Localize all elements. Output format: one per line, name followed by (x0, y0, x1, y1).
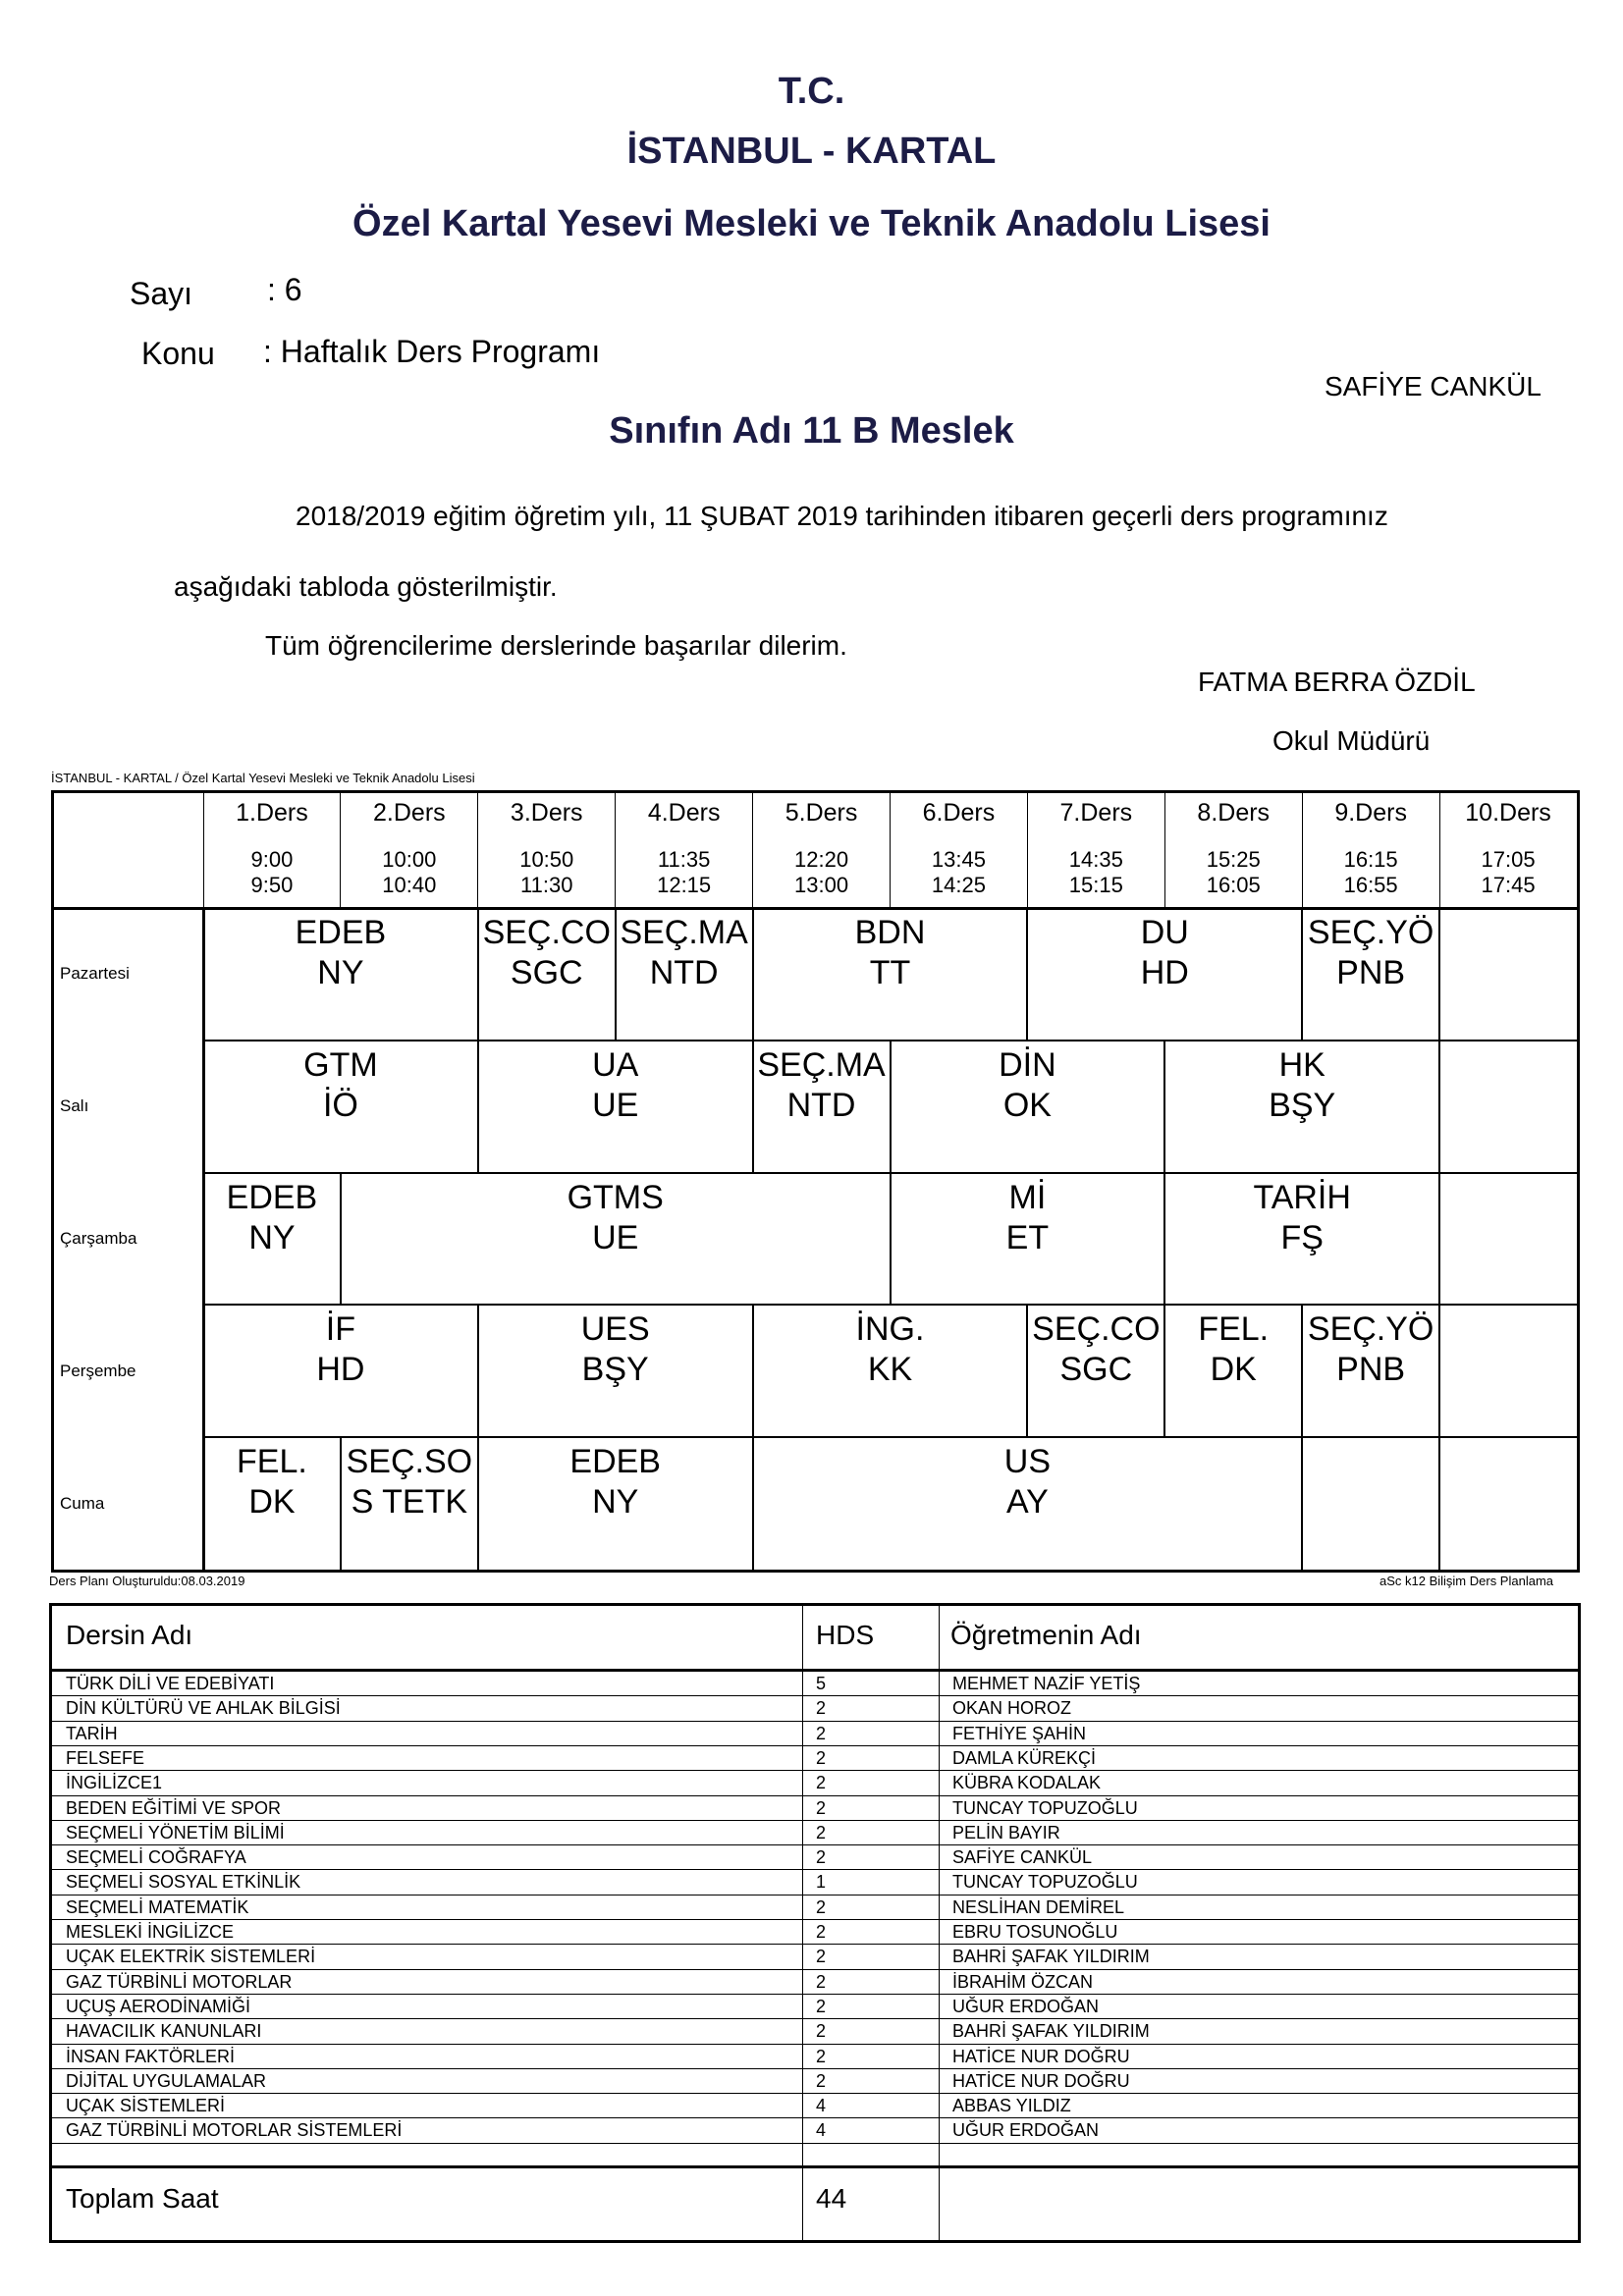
principal-name: FATMA BERRA ÖZDİL (1198, 667, 1476, 697)
course-name: SEÇMELİ COĞRAFYA (66, 1847, 246, 1868)
course-hours: 2 (816, 2021, 827, 2042)
course-name: HAVACILIK KANUNLARI (66, 2021, 262, 2042)
period-header-5: 5.Ders (784, 799, 858, 827)
grid-line (890, 793, 891, 908)
period-header-8: 8.Ders (1197, 799, 1271, 827)
period-start-time: 10:00 (382, 847, 437, 872)
course-hours: 2 (816, 1747, 827, 1768)
course-name: GAZ TÜRBİNLİ MOTORLAR (66, 1971, 293, 1992)
course-name: DİJİTAL UYGULAMALAR (66, 2070, 267, 2091)
course-name: UÇUŞ AERODİNAMİĞİ (66, 1996, 251, 2016)
course-name: FELSEFE (66, 1747, 145, 1768)
lesson-cell (1164, 1305, 1302, 1437)
sayi-label: Sayı (130, 276, 193, 311)
lesson-teacher-code: BŞY (581, 1351, 649, 1389)
lesson-course-code: SEÇ.SO (346, 1443, 473, 1481)
lesson-teacher-code: UE (592, 1086, 639, 1124)
lesson-course-code: SEÇ.MA (620, 914, 748, 951)
lesson-cell (203, 1041, 478, 1173)
day-label-çarşamba: Çarşamba (60, 1229, 137, 1248)
lesson-cell (203, 1305, 478, 1437)
lesson-teacher-code: OK (1002, 1086, 1052, 1124)
period-header-4: 4.Ders (647, 799, 721, 827)
table-rule (52, 2044, 1578, 2045)
course-name: SEÇMELİ SOSYAL ETKİNLİK (66, 1872, 301, 1893)
table-rule (52, 1869, 1578, 1870)
period-end-time: 16:55 (1343, 873, 1398, 897)
table-rule (52, 1669, 1578, 1672)
lesson-course-code: İF (325, 1310, 355, 1349)
lesson-teacher-code: ET (1005, 1218, 1050, 1256)
lesson-course-code: US (1003, 1443, 1051, 1481)
course-name: DİN KÜLTÜRÜ VE AHLAK BİLGİSİ (66, 1698, 341, 1719)
lesson-course-code: BDN (854, 914, 926, 951)
course-name: BEDEN EĞİTİMİ VE SPOR (66, 1797, 282, 1818)
header-tc: T.C. (778, 71, 845, 112)
lesson-cell (1302, 1305, 1439, 1437)
konu-value: : Haftalık Ders Programı (263, 334, 601, 369)
course-hours: 2 (816, 1896, 827, 1917)
table-rule (52, 1919, 1578, 1920)
course-hours: 2 (816, 2070, 827, 2091)
teacher-name: SAFİYE CANKÜL (1325, 371, 1542, 401)
lesson-cell (616, 908, 753, 1041)
sayi-value: : 6 (267, 272, 302, 307)
lesson-course-code: DİN (999, 1045, 1056, 1084)
period-end-time: 14:25 (931, 873, 986, 897)
course-teacher: HATİCE NUR DOĞRU (952, 2046, 1130, 2066)
lesson-course-code: Mİ (1008, 1178, 1047, 1216)
lesson-cell (478, 908, 616, 1041)
course-hours: 2 (816, 1698, 827, 1719)
table-column-rule (939, 1606, 940, 2240)
schedule-footer-left: Ders Planı Oluşturuldu:08.03.2019 (49, 1574, 245, 1588)
class-title: Sınıfın Adı 11 B Meslek (609, 410, 1014, 452)
course-name: İNSAN FAKTÖRLERİ (66, 2046, 236, 2066)
lesson-course-code: SEÇ.CO (482, 914, 611, 951)
course-hours: 2 (816, 1922, 827, 1942)
grid-line (1302, 793, 1303, 908)
period-end-time: 13:00 (794, 873, 849, 897)
course-hours: 2 (816, 1996, 827, 2016)
total-label: Toplam Saat (66, 2183, 219, 2214)
lesson-course-code: UES (580, 1310, 650, 1349)
course-teacher: SAFİYE CANKÜL (952, 1847, 1093, 1868)
lesson-teacher-code: NY (592, 1483, 639, 1522)
lesson-teacher-code: SGC (510, 954, 583, 991)
course-hours: 4 (816, 2120, 827, 2141)
grid-line (203, 793, 204, 908)
course-teacher: NESLİHAN DEMİREL (952, 1896, 1125, 1917)
table-rule (52, 1969, 1578, 1970)
grid-line (477, 793, 478, 908)
table-rule (52, 1770, 1578, 1771)
lesson-cell (341, 1437, 478, 1570)
weekly-schedule-grid (51, 790, 1580, 1573)
lesson-teacher-code: TT (869, 954, 911, 991)
column-header-course: Dersin Adı (66, 1620, 193, 1650)
lesson-course-code: EDEB (226, 1178, 318, 1216)
course-name: SEÇMELİ MATEMATİK (66, 1896, 249, 1917)
column-header-teacher: Öğretmenin Adı (950, 1620, 1142, 1650)
lesson-teacher-code: PNB (1336, 1351, 1406, 1389)
course-hours: 2 (816, 2046, 827, 2066)
period-header-9: 9.Ders (1334, 799, 1407, 827)
table-rule (52, 2117, 1578, 2118)
day-label-salı: Salı (60, 1096, 89, 1116)
header-city: İSTANBUL - KARTAL (626, 131, 997, 172)
lesson-course-code: GTM (303, 1045, 378, 1084)
course-teacher: DAMLA KÜREKÇİ (952, 1747, 1097, 1768)
grid-line (1027, 793, 1028, 908)
letter-line-2: aşağıdaki tabloda gösterilmiştir. (174, 571, 558, 602)
table-rule (52, 1745, 1578, 1746)
lesson-cell (753, 908, 1028, 1041)
period-start-time: 9:00 (250, 847, 294, 872)
lesson-course-code: UA (592, 1045, 639, 1084)
grid-line (1438, 1041, 1440, 1173)
principal-title: Okul Müdürü (1272, 725, 1431, 756)
lesson-teacher-code: FŞ (1280, 1218, 1324, 1256)
course-hours: 2 (816, 1723, 827, 1743)
school-name: Özel Kartal Yesevi Mesleki ve Teknik Anadolu Lisesi (352, 203, 1271, 244)
lesson-teacher-code: HD (316, 1351, 365, 1389)
course-hours: 5 (816, 1674, 827, 1693)
course-teacher: UĞUR ERDOĞAN (952, 2120, 1100, 2141)
grid-line (1438, 1305, 1440, 1437)
lesson-teacher-code: HD (1140, 954, 1189, 991)
course-hours: 2 (816, 1947, 827, 1967)
course-name: İNGİLİZCE1 (66, 1773, 163, 1793)
period-end-time: 16:05 (1206, 873, 1261, 897)
grid-line (1164, 793, 1165, 908)
course-teacher: ABBAS YILDIZ (952, 2096, 1071, 2116)
period-header-7: 7.Ders (1059, 799, 1133, 827)
lesson-teacher-code: S TETK (351, 1483, 468, 1522)
period-header-10: 10.Ders (1465, 799, 1551, 827)
course-hours: 1 (816, 1872, 827, 1893)
lesson-cell (203, 1437, 341, 1570)
period-start-time: 14:35 (1068, 847, 1123, 872)
course-teacher-table (49, 1603, 1581, 2243)
lesson-teacher-code: DK (248, 1483, 296, 1522)
course-hours: 2 (816, 1773, 827, 1793)
grid-line (1438, 1437, 1440, 1570)
letter-line-1: 2018/2019 eğitim öğretim yılı, 11 ŞUBAT 2019 tarihinden itibaren geçerli ders programınız (296, 501, 1388, 531)
period-header-1: 1.Ders (236, 799, 308, 827)
period-start-time: 16:15 (1343, 847, 1398, 872)
table-column-rule (802, 1606, 803, 2240)
period-end-time: 15:15 (1068, 873, 1123, 897)
lesson-cell (203, 1173, 341, 1306)
lesson-cell (203, 908, 478, 1041)
course-name: UÇAK ELEKTRİK SİSTEMLERİ (66, 1947, 316, 1967)
course-name: GAZ TÜRBİNLİ MOTORLAR SİSTEMLERİ (66, 2120, 403, 2141)
table-rule (52, 1895, 1578, 1896)
table-rule (52, 2093, 1578, 2094)
lesson-course-code: İNG. (855, 1310, 925, 1349)
grid-line (615, 793, 616, 908)
course-name: TARİH (66, 1723, 118, 1743)
grid-line (1438, 1173, 1440, 1306)
table-rule (52, 1795, 1578, 1796)
lesson-course-code: HK (1278, 1045, 1325, 1084)
lesson-teacher-code: KK (867, 1351, 913, 1389)
course-teacher: İBRAHİM ÖZCAN (952, 1971, 1094, 1992)
lesson-teacher-code: PNB (1336, 954, 1406, 991)
lesson-cell (478, 1305, 753, 1437)
lesson-cell (1164, 1173, 1439, 1306)
lesson-cell (753, 1305, 1028, 1437)
period-header-2: 2.Ders (373, 799, 446, 827)
course-teacher: OKAN HOROZ (952, 1698, 1072, 1719)
lesson-teacher-code: AY (1005, 1483, 1049, 1522)
course-name: UÇAK SİSTEMLERİ (66, 2096, 226, 2116)
lesson-course-code: GTMS (567, 1178, 664, 1216)
course-hours: 2 (816, 1971, 827, 1992)
lesson-cell (1027, 1305, 1164, 1437)
period-end-time: 11:30 (520, 873, 573, 897)
grid-line (1438, 908, 1440, 1041)
period-start-time: 12:20 (794, 847, 849, 872)
lesson-cell (478, 1041, 753, 1173)
schedule-footer-right: aSc k12 Bilişim Ders Planlama (1380, 1574, 1554, 1588)
period-start-time: 10:50 (519, 847, 574, 872)
lesson-course-code: FEL. (237, 1443, 307, 1481)
course-name: SEÇMELİ YÖNETİM BİLİMİ (66, 1822, 285, 1842)
course-teacher: PELİN BAYIR (952, 1822, 1060, 1842)
course-teacher: UĞUR ERDOĞAN (952, 1996, 1100, 2016)
table-rule (52, 1944, 1578, 1945)
course-teacher: FETHİYE ŞAHİN (952, 1723, 1087, 1743)
course-teacher: BAHRİ ŞAFAK YILDIRIM (952, 2021, 1150, 2042)
lesson-course-code: TARİH (1253, 1178, 1351, 1216)
lesson-course-code: FEL. (1198, 1310, 1270, 1349)
lesson-course-code: EDEB (569, 1443, 661, 1481)
period-start-time: 15:25 (1206, 847, 1261, 872)
course-teacher: TUNCAY TOPUZOĞLU (952, 1797, 1138, 1818)
total-value: 44 (816, 2183, 847, 2214)
lesson-cell (891, 1041, 1165, 1173)
table-rule (52, 2018, 1578, 2019)
lesson-teacher-code: İÖ (322, 1086, 358, 1124)
period-header-3: 3.Ders (510, 799, 583, 827)
lesson-teacher-code: NY (248, 1218, 296, 1256)
lesson-teacher-code: NY (317, 954, 364, 991)
table-rule (52, 1721, 1578, 1722)
lesson-teacher-code: SGC (1059, 1351, 1133, 1389)
lesson-cell (341, 1173, 891, 1306)
schedule-caption: İSTANBUL - KARTAL / Özel Kartal Yesevi Mesleki ve Teknik Anadolu Lisesi (51, 771, 475, 785)
course-teacher: MEHMET NAZİF YETİŞ (952, 1674, 1141, 1693)
lesson-cell (1164, 1041, 1439, 1173)
course-teacher: HATİCE NUR DOĞRU (952, 2070, 1130, 2091)
period-end-time: 12:15 (657, 873, 712, 897)
lesson-course-code: SEÇ.YÖ (1307, 914, 1434, 951)
lesson-cell (891, 1173, 1165, 1306)
grid-line (1301, 1437, 1303, 1570)
grid-line (1439, 793, 1440, 908)
lesson-teacher-code: UE (592, 1218, 639, 1256)
lesson-teacher-code: BŞY (1269, 1086, 1336, 1124)
course-teacher: BAHRİ ŞAFAK YILDIRIM (952, 1947, 1150, 1967)
period-end-time: 9:50 (250, 873, 294, 897)
period-end-time: 17:45 (1481, 873, 1536, 897)
course-teacher: EBRU TOSUNOĞLU (952, 1922, 1118, 1942)
day-label-perşembe: Perşembe (60, 1361, 136, 1380)
lesson-teacher-code: DK (1210, 1351, 1257, 1389)
course-hours: 2 (816, 1822, 827, 1842)
table-rule (52, 2068, 1578, 2069)
course-hours: 4 (816, 2096, 827, 2116)
period-start-time: 13:45 (931, 847, 986, 872)
course-hours: 2 (816, 1797, 827, 1818)
column-header-hours: HDS (816, 1620, 875, 1650)
course-name: MESLEKİ İNGİLİZCE (66, 1922, 235, 1942)
grid-line (752, 793, 753, 908)
day-label-cuma: Cuma (60, 1493, 105, 1513)
table-rule (52, 1994, 1578, 1995)
table-rule (52, 1820, 1578, 1821)
day-label-pazartesi: Pazartesi (60, 964, 130, 984)
period-header-6: 6.Ders (922, 799, 996, 827)
letter-line-3: Tüm öğrencilerime derslerinde başarılar dilerim. (265, 630, 847, 661)
lesson-cell (1302, 908, 1439, 1041)
course-teacher: TUNCAY TOPUZOĞLU (952, 1872, 1138, 1893)
lesson-teacher-code: NTD (649, 954, 719, 991)
lesson-cell (753, 1041, 891, 1173)
lesson-cell (753, 1437, 1303, 1570)
lesson-course-code: EDEB (295, 914, 387, 951)
lesson-course-code: SEÇ.YÖ (1307, 1310, 1434, 1349)
konu-label: Konu (141, 336, 215, 371)
lesson-course-code: SEÇ.CO (1032, 1310, 1161, 1349)
course-teacher: KÜBRA KODALAK (952, 1773, 1102, 1793)
course-name: TÜRK DİLİ VE EDEBİYATI (66, 1674, 275, 1693)
table-rule (52, 1695, 1578, 1696)
period-end-time: 10:40 (382, 873, 437, 897)
lesson-cell (1027, 908, 1302, 1041)
lesson-teacher-code: NTD (786, 1086, 856, 1124)
lesson-cell (478, 1437, 753, 1570)
table-rule (52, 1844, 1578, 1845)
table-rule (52, 2165, 1578, 2168)
course-hours: 2 (816, 1847, 827, 1868)
grid-line (340, 793, 341, 908)
period-start-time: 17:05 (1481, 847, 1536, 872)
lesson-course-code: DU (1140, 914, 1189, 951)
period-start-time: 11:35 (657, 847, 711, 872)
lesson-course-code: SEÇ.MA (757, 1045, 886, 1084)
table-rule (52, 2143, 1578, 2144)
